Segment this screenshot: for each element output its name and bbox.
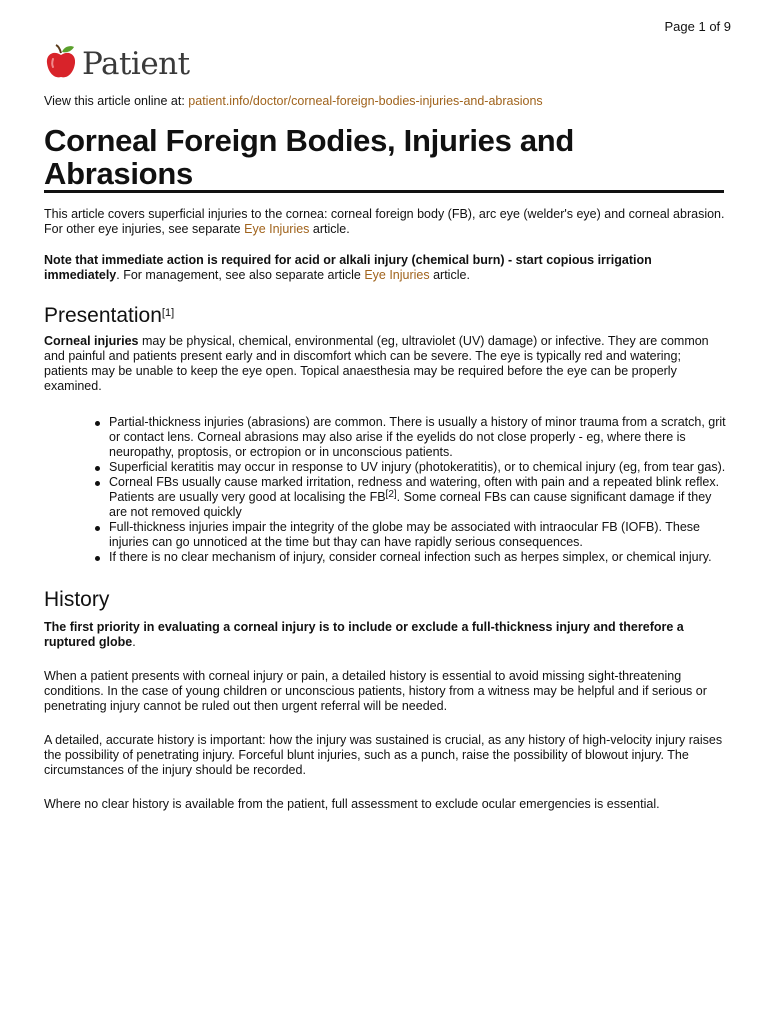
list-item: Partial-thickness injuries (abrasions) are common. There is usually a history of minor trauma from a scratch, grit or contact lens. Corneal abrasions may also arise if the eyelids do not close properly - eg, where there is neuropathy, proptosis, or ectropion or in unconscious patients.: [109, 415, 728, 460]
note-bold: Note that immediate action is required for acid or alkali injury (chemical burn) - start copious irrigation immediately: [44, 253, 652, 282]
list-item-text: Corneal FBs usually cause marked irritation, redness and watering, often with pain and a repeated blink reflex. Patients are usually very good at localising the FB: [109, 475, 720, 504]
list-item: [109, 475, 728, 520]
view-online-line: [44, 94, 543, 108]
history-paragraph: A detailed, accurate history is important: how the injury was sustained is crucial, as any history of high-velocity injury raises the possibility of penetrating injury. Forceful blunt injuries, such as a punch, raise the possibility of blowout injury. The circumstances of the injury should be recorded.: [44, 733, 723, 777]
list-item: If there is no clear mechanism of injury, consider corneal infection such as herpes simplex, or chemical injury.: [109, 550, 728, 565]
history-paragraph: When a patient presents with corneal injury or pain, a detailed history is essential to avoid missing sight-threatening conditions. In the case of young children or unconscious patients, history from a witness may be helpful and if serious or penetrating injury cannot be ruled out then urgent referral will be needed.: [44, 669, 707, 713]
presentation-heading: [44, 304, 728, 328]
reference-2[interactable]: [2]: [385, 489, 397, 500]
presentation-list: [44, 415, 728, 565]
intro-text: This article covers superficial injuries to the cornea: corneal foreign body (FB), arc eye (welder's eye) and corneal abrasion. For other eye injuries, see separate: [44, 207, 725, 236]
history-bold: The first priority in evaluating a corneal injury is to include or exclude a full-thickness injury and therefore a ruptured globe: [44, 620, 684, 649]
presentation-text: may be physical, chemical, environmental (eg, ultraviolet (UV) damage) or infective. They are common and painful and patients present early and in discomfort which can be severe. The eye is typically red and watering; patients may be unable to keep the eye open. Topical anaesthesia may be required before the eye can be properly examined.: [44, 334, 709, 393]
note-text: . For management, see also separate article: [116, 268, 365, 282]
presentation-paragraph: [44, 334, 728, 394]
history-bold-end: .: [132, 635, 136, 649]
intro-suffix: article.: [309, 222, 350, 236]
reference-1[interactable]: [1]: [161, 307, 175, 319]
list-item: Superficial keratitis may occur in response to UV injury (photokeratitis), or to chemical injury (eg, from tear gas).: [109, 460, 728, 475]
patient-logo[interactable]: [44, 44, 190, 80]
article-url-link[interactable]: patient.info/doctor/corneal-foreign-bodies-injuries-and-abrasions: [188, 94, 543, 108]
list-item: Full-thickness injuries impair the integrity of the globe may be associated with intraocular FB (IOFB). These injuries can go unnoticed at the time but thay can have rapidly serious consequences.: [109, 520, 728, 550]
history-paragraph: Where no clear history is available from the patient, full assessment to exclude ocular emergencies is essential.: [44, 797, 660, 811]
article-body: [44, 207, 728, 812]
eye-injuries-link-2[interactable]: Eye Injuries: [364, 268, 430, 282]
apple-logo-icon: [44, 44, 78, 80]
history-bold-paragraph: [44, 620, 728, 650]
article-title: Corneal Foreign Bodies, Injuries and Abrasions: [44, 124, 724, 193]
view-online-prefix: View this article online at:: [44, 94, 189, 108]
presentation-bold: Corneal injuries: [44, 334, 139, 348]
note-suffix: article.: [429, 268, 470, 282]
history-heading: History: [44, 588, 110, 611]
logo-wordmark: Patient: [82, 46, 190, 82]
eye-injuries-link[interactable]: Eye Injuries: [244, 222, 310, 236]
list-item-tail: . Some corneal FBs can cause significant damage if they are not removed quickly: [109, 490, 712, 519]
presentation-heading-text: Presentation: [44, 304, 162, 327]
intro-paragraph: [44, 207, 728, 237]
page-indicator: Page 1 of 9: [664, 19, 731, 34]
note-paragraph: [44, 253, 728, 283]
